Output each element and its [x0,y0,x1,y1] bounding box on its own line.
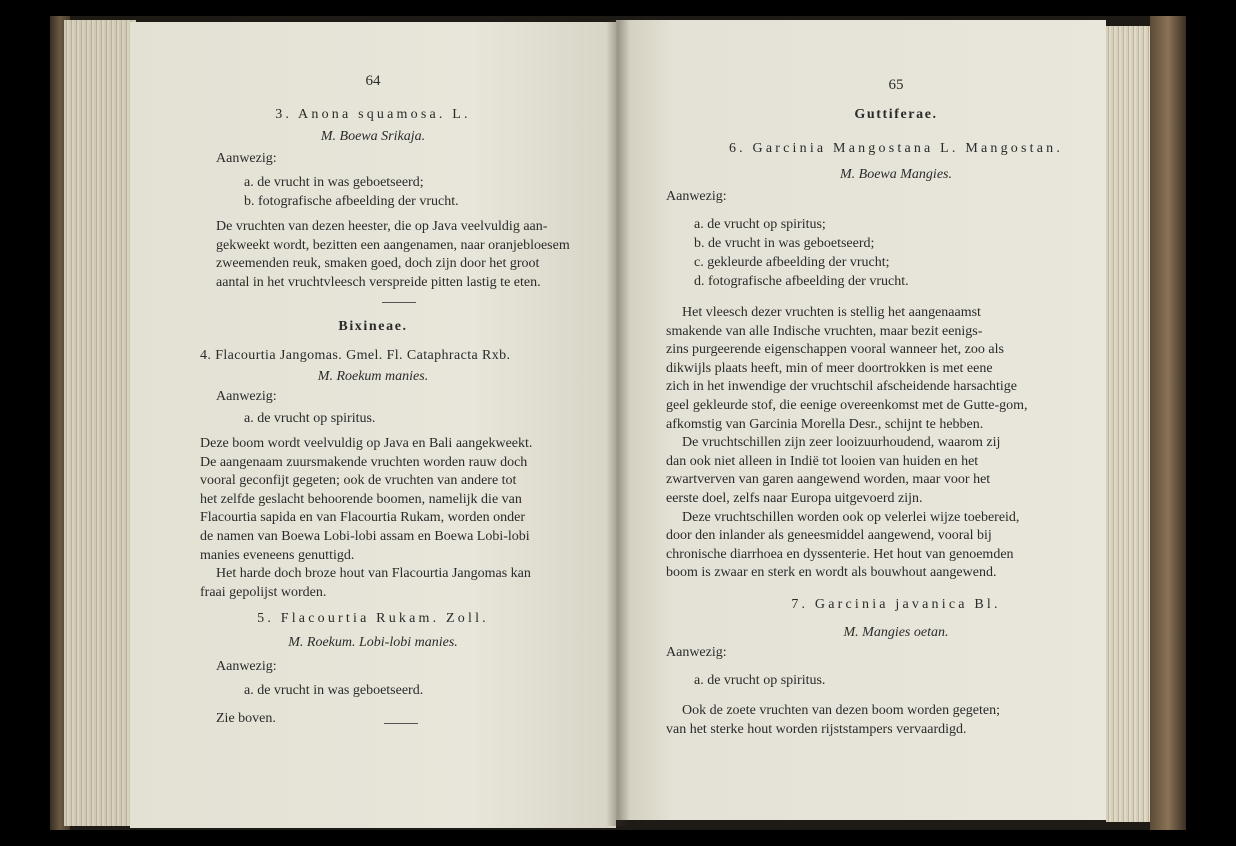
text-line: zweemenden reuk, smaken goed, doch zijn door het groot [216,256,540,272]
text-line: Het vleesch dezer vruchten is stellig het aangenaamst [682,305,981,320]
text-line: Deze vruchtschillen worden ook op velerlei wijze toebereid, [682,509,1020,525]
book-scan [50,16,1186,830]
family-heading: Guttiferae. [854,107,938,122]
paragraph [666,702,1094,739]
malay-name: M. Roekum manies. [317,369,429,384]
present-label: Aanwezig: [216,659,277,674]
text-line: gekweekt wordt, bezitten een aangenamen, naar oranjebloesem [216,237,570,253]
list-item: a. de vrucht op spiritus; [694,217,826,232]
list-item: a. de vrucht in was geboetseerd. [244,683,424,698]
text-line: boom is zwaar en sterk en wordt als bouwhout aangewend. [666,565,997,581]
page-number: 64 [365,73,381,89]
text-line: geel gekleurde stof, die eenige overeenkomst met de Gutte-gom, [666,397,1028,413]
text-line: chronische diarrhoea en dyssenterie. Het hout van genoemden [666,546,1014,562]
section-divider [382,302,416,303]
malay-name: M. Mangies oetan. [843,625,949,640]
list-item: a. de vrucht in was geboetseerd; [244,175,424,190]
text-line: Ook de zoete vruchten van dezen boom worden gegeten; [682,703,1000,718]
section-divider [384,723,418,724]
text-line: aantal in het vruchtvleesch verspreide pitten lastig te eten. [216,274,541,290]
text-line: De vruchtschillen zijn zeer looizuurhoudend, waarom zij [682,435,1001,451]
book-gutter [606,20,630,826]
text-line: door den inlander als geneesmiddel aangewend, vooral bij [666,528,992,544]
see-above-note: Zie boven. [216,711,276,726]
present-label: Aanwezig: [216,389,277,404]
left-page [130,22,616,828]
text-line: dan ook niet alleen in Indië tot looien van huiden en het [666,453,979,469]
species-heading: 4. Flacourtia Jangomas. Gmel. Fl. Cataphracta Rxb. [200,348,511,363]
text-line: van het sterke hout worden rijststampers vervaardigd. [666,721,967,737]
text-line: fraai gepolijst worden. [200,584,327,600]
paragraph [200,435,596,602]
list-item: d. fotografische afbeelding der vrucht. [694,274,909,289]
book-cover-right [1150,16,1186,830]
species-heading: 7. Garcinia javanica Bl. [791,597,1001,612]
malay-name: M. Boewa Srikaja. [320,129,426,144]
text-line: het zelfde geslacht behoorende boomen, namelijk die van [200,491,522,507]
text-line: Deze boom wordt veelvuldig op Java en Bali aangekweekt. [200,436,533,451]
present-label: Aanwezig: [216,151,277,166]
page-edges-left [64,20,136,826]
list-item: b. de vrucht in was geboetseerd; [694,236,875,251]
text-line: eerste doel, zelfs naar Europa uitgevoerd zijn. [666,490,923,506]
text-line: smakende van alle Indische vruchten, maar bezit eenigs- [666,323,983,339]
list-item: c. gekleurde afbeelding der vrucht; [694,255,890,270]
list-item: b. fotografische afbeelding der vrucht. [244,194,459,209]
text-line: De vruchten van dezen heester, die op Java veelvuldig aan- [216,219,548,234]
text-line: zich in het inwendige der vruchtschil afscheidende harsachtige [666,379,1018,395]
text-line: vooral geconfijt gegeten; ook de vruchten van andere tot [200,473,517,489]
page-number: 65 [888,77,904,93]
present-label: Aanwezig: [666,645,727,660]
species-heading: 6. Garcinia Mangostana L. Mangostan. [728,141,1064,156]
text-line: Flacourtia sapida en van Flacourtia Rukam, worden onder [200,510,526,526]
right-page [616,20,1106,820]
list-item: a. de vrucht op spiritus. [694,673,826,688]
text-line: Het harde doch broze hout van Flacourtia Jangomas kan [216,566,531,582]
species-heading: 3. Anona squamosa. L. [275,107,471,122]
paragraph [216,218,594,292]
text-line: dikwijls plaats heeft, min of meer doortrokken is met eene [666,360,993,376]
paragraph [666,304,1094,583]
text-line: zins purgeerende eigenschappen vooral wanneer het, zoo als [666,342,1004,358]
family-heading: Bixineae. [338,319,408,334]
malay-name: M. Boewa Mangies. [840,167,952,182]
text-line: zwartverven van garen aangewend worden, maar voor het [666,472,991,488]
species-heading: 5. Flacourtia Rukam. Zoll. [257,611,489,626]
text-line: afkomstig van Garcinia Morella Desr., schijnt te hebben. [666,416,984,432]
list-item: a. de vrucht op spiritus. [244,411,376,426]
text-line: de namen van Boewa Lobi-lobi assam en Boewa Lobi-lobi [200,528,530,544]
present-label: Aanwezig: [666,189,727,204]
malay-name: M. Roekum. Lobi-lobi manies. [288,635,458,650]
text-line: manies eveneens genuttigd. [200,547,355,563]
text-line: De aangenaam zuursmakende vruchten worden rauw doch [200,454,528,470]
